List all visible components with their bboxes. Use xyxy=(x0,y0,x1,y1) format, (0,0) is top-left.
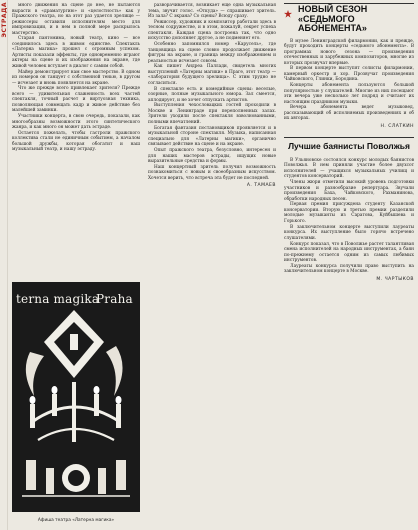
article-headline: НОВЫЙ СЕЗОН «СЕДЬМОГО АБОНЕМЕНТА» xyxy=(298,4,368,33)
author-signature: М. ЧАРТЫКОВ xyxy=(376,276,414,282)
article-headline: Лучшие баянисты Поволжья xyxy=(288,141,410,152)
poster-caption: Афиша театра «Латерна магика» xyxy=(37,518,115,523)
paragraph: Участники концерта, в свою очередь, показали, как многообразны возможности этого синтетического жанра, и как много он может дать эстраде. xyxy=(12,114,140,131)
paragraph: Режиссер, художник и композитор работали здесь в тесном содружестве, и в этом, пожалуй, секрет успеха спектакля. Каждая сцена построена так, что одно искусство дополняет другое, а не подменяет его. xyxy=(148,19,276,42)
paragraph: Лауреаты конкурса получили право выступить на заключительном концерте в Москве. xyxy=(284,263,414,275)
section-label: ЭСТРАДА xyxy=(1,2,8,38)
poster-artwork xyxy=(12,282,140,512)
paragraph: Конкурс показал, что в Поволжье растет талантливая смена исполнителей на народных инструментах, а баян по-прежнему остается одним из самых любимых инструментов. xyxy=(284,241,414,264)
paragraph: Члены жюри отметили высокий уровень подготовки участников и разнообразие репертуара. Звучали произведения Баха, Чайковского, Рахманинова, обработки народных песен. xyxy=(284,180,414,202)
paragraph: Майер демонстрирует нам свое мастерство. В одном из номеров он танцует с собственной тенью, в другом — исчезает и вновь появляется на экране. xyxy=(12,69,140,86)
paragraph: Вечера абонемента ведет музыковед, рассказывающий об исполняемых произведениях и об их авторах. xyxy=(284,105,414,122)
paragraph: Наш концертный зритель получил возможность познакомиться с новым и своеобразным искусством. Хочется верить, что встреча эта будет не последней. xyxy=(148,164,276,181)
paragraph: Выступления чехословацких гостей проходили в Москве и Ленинграде при переполненных залах. Зрители уходили после спектакля взволнованными, полными впечатлений. xyxy=(148,103,276,125)
paragraph: Старая пантомима, новый театр, кино — все соединилось здесь в живом единстве. Спектакль «Латерна магика» прошел с огромным успехом. Артисты показали эффекты, где одновременно играют актеры на сцене и их изображения на экране, где живой человек вступает в диалог с самим собой. xyxy=(12,36,140,69)
paragraph: Остается пожелать, чтобы гастроли пражского коллектива стали не единичным событием, а началом большой дружбы, которая обогатит и наш музыкальный театр, и нашу эстраду. xyxy=(12,130,140,153)
paragraph: Особенно запомнился номер «Карусель», где танцовщица на сцене словно продолжает движение фигуры на экране, и граница между изображением и реальностью исчезает совсем. xyxy=(148,42,276,64)
paragraph: Как пишет Андреа Паллади, свидетель многих выступлений «Латерны магики» в Праге, этот театр — «лаборатория будущего зрелища». С этим трудно не согласиться. xyxy=(148,64,276,86)
theatre-poster-image xyxy=(12,282,140,512)
column-right xyxy=(284,3,414,527)
paragraph: Что же прежде всего привлекает зрителя? Прежде всего — удивительная слаженность всех частей спектакля, точный расчет и виртуозная техника, позволяющая совмещать кадр и живое действие без малейшей заминки. xyxy=(12,86,140,114)
paragraph: В музее Ленинградской филармонии, как и прежде, будут проходить концерты «седьмого абонемента». В программах нового сезона — произведения отечественных и зарубежных композиторов, многие из которых прозвучат впервые. xyxy=(284,38,414,66)
paragraph: много движения на сцене до нее, не пытаются вырасти в «драматургию» и «целостность» как у Пражского театра, но на этот раз удается зрелище — режиссеры оставили исполнителям место для импровизации, и в нем в полной мере раскрылось мастерство. xyxy=(12,3,140,36)
poster-title-left: terna magika xyxy=(16,292,100,306)
author-signature: А. ТАМАЕВ xyxy=(246,183,276,189)
poster-title-right: Praha xyxy=(96,292,133,306)
margin-strip xyxy=(0,0,8,530)
paragraph: В Ульяновске состоялся конкурс молодых баянистов Поволжья. В нем приняли участие более двухсот исполнителей — учащихся музыкальных училищ и студентов консерваторий. xyxy=(284,157,414,180)
paragraph: Первая премия присуждена студенту Казанской консерватории. Вторую и третью премии разделили молодые музыканты из Саратова, Куйбышева и Горького. xyxy=(284,202,414,224)
paragraph: Богатая фантазия постановщиков проявляется и в музыкальной стороне спектакля. Музыка, написанная специально для «Латерны магики», органично связывает действие на сцене и на экране. xyxy=(148,125,276,148)
column-middle xyxy=(148,3,276,511)
paragraph: В первом концерте выступят солисты филармонии, камерный оркестр и хор. Прозвучат произведения Чайковского, Глинки, Бородина. xyxy=(284,66,414,83)
paragraph: Концерты абонемента пользуются большой популярностью у слушателей. Многие из них посещают эти вечера уже несколько лет подряд и считают их настоящим праздником музыки. xyxy=(284,83,414,105)
divider xyxy=(284,137,414,138)
star-icon xyxy=(284,10,292,18)
paragraph: разворачивается, возникает еще одна музыкальная тема, звучит голос. «Откуда» — спрашивает зритель. Из зала? С экрана? Со сцены? Всюду сразу. xyxy=(148,3,276,19)
paragraph: В заключительном концерте выступили лауреаты конкурса. Их выступление было горячо встречено слушателями. xyxy=(284,224,414,241)
column-left xyxy=(12,3,140,275)
paragraph: В спектакле есть и комедийные сцены: веселые, озорные, полные музыкального юмора. Зал смеется, аплодирует, и не хочет отпускать артистов. xyxy=(148,86,276,103)
author-signature: Н. СЛАТКИН xyxy=(380,123,414,129)
paragraph: Опыт пражского театра, безусловно, интересен и для наших мастеров эстрады, ищущих новые выразительные средства и формы. xyxy=(148,148,276,165)
